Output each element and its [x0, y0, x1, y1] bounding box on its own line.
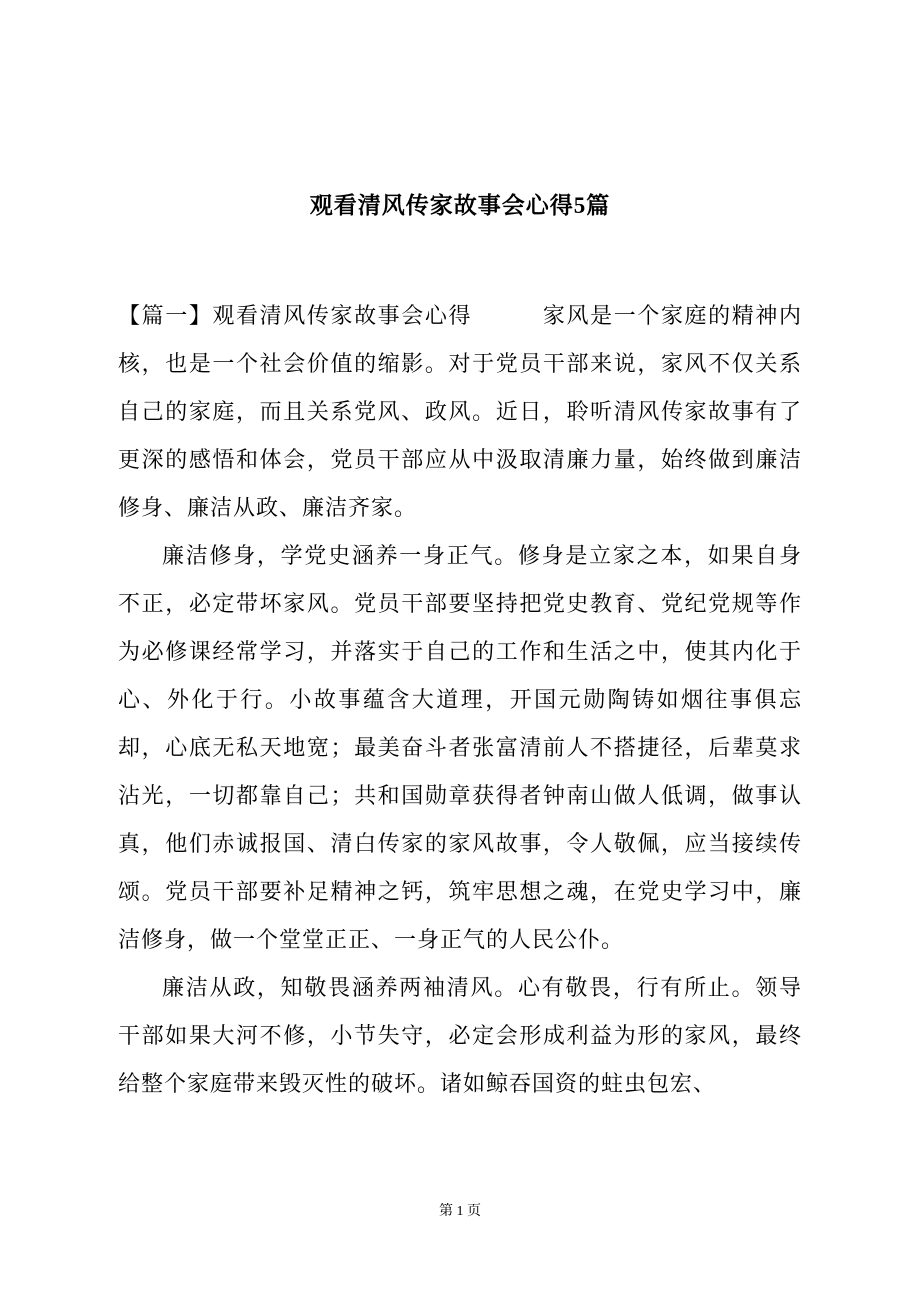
- paragraph-1: 【篇一】观看清风传家故事会心得 家风是一个家庭的精神内核，也是一个社会价值的缩影。对于党员干部来说，家风不仅关系自己的家庭，而且关系党风、政风。近日，聆听清风传家故事有了更深的感悟和体会，党员干部应从中汲取清廉力量，始终做到廉洁修身、廉洁从政、廉洁齐家。: [118, 303, 802, 520]
- document-title: 观看清风传家故事会心得5篇: [309, 193, 611, 218]
- paragraph-3: 廉洁从政，知敬畏涵养两袖清风。心有敬畏，行有所止。领导干部如果大河不修，小节失守，必定会形成利益为形的家风，最终给整个家庭带来毁灭性的破坏。诸如鲸吞国资的蛀虫包宏、: [118, 975, 802, 1096]
- page-number: 第 1 页: [439, 1204, 481, 1219]
- paragraph-2: 廉洁修身，学党史涵养一身正气。修身是立家之本，如果自身不正，必定带坏家风。党员干部要坚持把党史教育、党纪党规等作为必修课经常学习，并落实于自己的工作和生活之中，使其内化于心、外化于行。小故事蕴含大道理，开国元勋陶铸如烟往事俱忘却，心底无私天地宽；最美奋斗者张富清前人不搭捷径，后辈莫求沾光，一切都靠自己；共和国勋章获得者钟南山做人低调，做事认真，他们赤诚报国、清白传家的家风故事，令人敬佩，应当接续传颂。党员干部要补足精神之钙，筑牢思想之魂，在党史学习中，廉洁修身，做一个堂堂正正、一身正气的人民公仆。: [118, 543, 802, 952]
- document-body: [118, 292, 802, 1108]
